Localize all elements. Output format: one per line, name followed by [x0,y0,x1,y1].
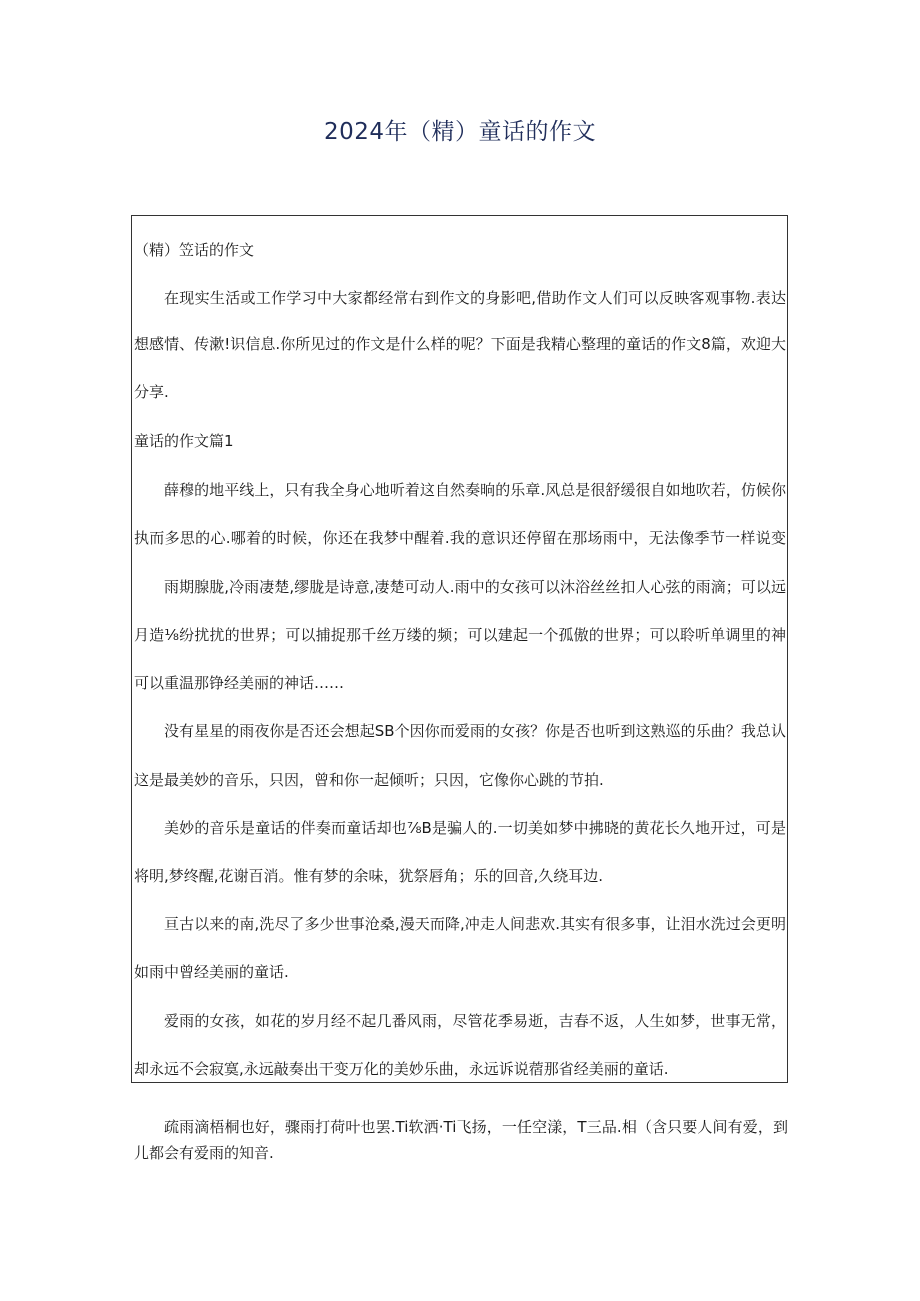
box-line-0: （精）笠话的作文 [134,241,255,259]
after-line-1: 儿都会有爱雨的知音. [134,1144,274,1162]
box-line-1: 在现实生活或工作学习中大家都经常右到作文的身影吧,借助作文人们可以反映客观事物.表达 [164,289,786,307]
page-title: 2024年（精）童话的作文 [323,119,597,145]
box-line-8: 月造⅛纷扰扰的世界；可以捕捉那千丝万缕的频；可以建起一个孤傲的世界；可以聆听单调里的神 [134,626,786,644]
box-line-3: 分享. [134,383,169,401]
box-line-2: 想感情、传漱!识信息.你所见过的作文是什么样的呢？下面是我精心整理的童话的作文8篇，欢迎大 [134,335,786,353]
box-line-14: 亘古以来的南,洗尽了多少世事沧桑,漫天而降,冲走人间悲欢.其实有很多事，让泪水洗过会更明 [164,915,786,933]
box-line-13: 将明,梦终醒,花谢百消。惟有梦的余味，犹祭唇角；乐的回音,久绕耳边. [134,867,604,885]
box-line-15: 如雨中曾经美丽的童话. [134,963,289,981]
box-line-6: 执而多思的心.哪着的时候，你还在我梦中醒着.我的意识还停留在那场雨中，无法像季节一样说变 [134,529,786,547]
section-heading: 童话的作文篇1 [134,432,234,450]
box-line-5: 薛穆的地平线上，只有我全身心地听着这自然奏晌的乐章.风总是很舒缓很自如地吹若，仿候你 [164,481,786,499]
box-line-16: 爱雨的女孩，如花的岁月经不起几番风雨，尽管花季易逝，吉春不返，人生如梦，世事无常， [164,1012,786,1030]
box-line-7: 雨期腺胧,冷雨凄楚,缪胧是诗意,凄楚可动人.雨中的女孩可以沐浴丝丝扣人心弦的雨滴；可以远 [164,578,786,596]
box-line-11: 这是最美妙的音乐，只因，曾和你一起倾听；只因，它像你心跳的节拍. [134,771,604,789]
box-line-10: 没有星星的雨夜你是否还会想起SB个因你而爱雨的女孩？你是否也听到这熟巡的乐曲？我总认 [164,722,786,740]
box-line-17: 却永远不会寂寞,永远敲奏出干变万化的美妙乐曲，永远诉说蓿那省经美丽的童话. [134,1060,669,1078]
box-line-12: 美妙的音乐是童话的伴奏而童话却也⅞B是骗人的.一切美如梦中拂晓的黄花长久地开过，可是 [164,819,786,837]
box-line-9: 可以重温那铮经美丽的神话…… [134,674,345,692]
after-line-0: 疏雨滴梧桐也好，骤雨打荷叶也罢.Ti软洒·Ti飞扬，一任空漾，T三品.相（含只要人间有爱，到 [164,1118,788,1136]
